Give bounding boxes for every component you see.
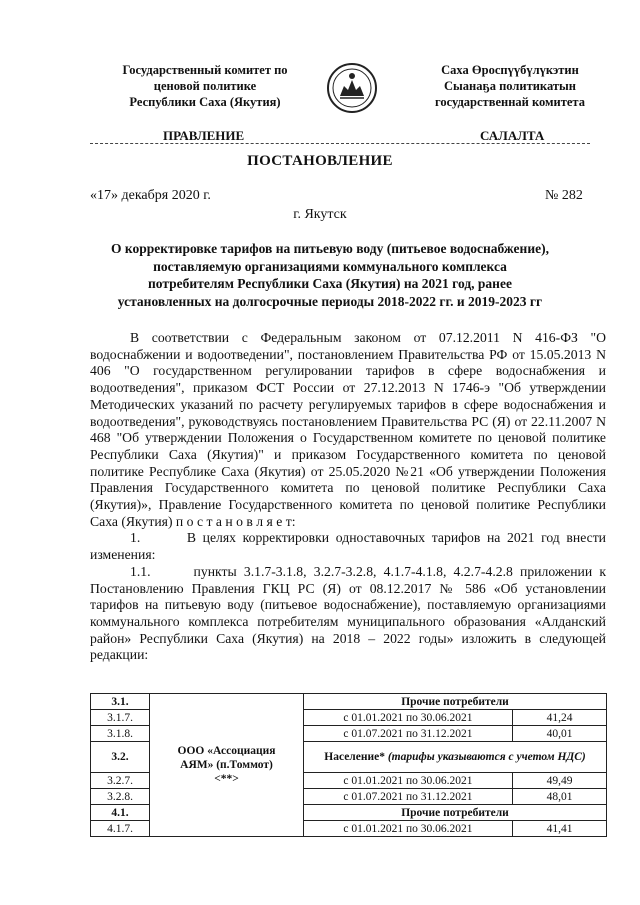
tariff-value: 41,41 <box>513 821 607 837</box>
committee-name-sakha-line: государственнай комитета <box>435 95 585 109</box>
tariff-value: 49,49 <box>513 773 607 789</box>
organization-cell <box>150 694 304 837</box>
row-code: 3.1.8. <box>91 726 150 742</box>
row-code: 4.1.7. <box>91 821 150 837</box>
subject-line: поставляемую организациями коммунального комплекса <box>153 258 507 274</box>
divider <box>90 143 590 144</box>
consumer-group-header <box>304 742 607 773</box>
period-cell: с 01.01.2021 по 30.06.2021 <box>304 710 513 726</box>
org-line: <**> <box>214 773 239 785</box>
org-line: ООО «Ассоциация <box>177 745 276 757</box>
row-code: 3.2. <box>91 742 150 773</box>
item-1-1-paragraph: 1.1. пункты 3.1.7-3.1.8, 3.2.7-3.2.8, 4.1.7-4.1.8, 4.2.7-4.2.8 приложении к Постановлению Правления ГКЦ РС (Я) от 08.12.2017 № 586 «Об установлении тарифов на питьевую воду (питьевое водоснабжение), поставляемую организациями коммунального комплекса потребителям муниципального образования «Алданский район» Республики Саха (Якутия) на 2018 – 2022 годы» изложить в следующей редакции: <box>90 563 606 663</box>
dept-label-ru: ПРАВЛЕНИЕ <box>163 128 245 143</box>
period-cell: с 01.07.2021 по 31.12.2021 <box>304 726 513 742</box>
document-type: ПОСТАНОВЛЕНИЕ <box>247 153 393 169</box>
period-cell: с 01.01.2021 по 30.06.2021 <box>304 821 513 837</box>
tariff-value: 41,24 <box>513 710 607 726</box>
subject-line: установленных на долгосрочные периоды 2018-2022 гг. и 2019-2023 гг <box>117 293 543 309</box>
table-row <box>91 694 607 710</box>
committee-name-sakha-line: Сыанаҕа политикатын <box>444 79 576 93</box>
period-cell: с 01.07.2021 по 31.12.2021 <box>304 789 513 805</box>
period-cell: с 01.01.2021 по 30.06.2021 <box>304 773 513 789</box>
org-line: АЯМ» (п.Томмот) <box>180 759 273 771</box>
committee-name-ru <box>95 62 315 110</box>
consumer-group-header: Прочие потребители <box>304 694 607 710</box>
document-date: «17» декабря 2020 г. <box>90 188 211 203</box>
tariff-table <box>90 693 607 837</box>
row-code: 3.2.7. <box>91 773 150 789</box>
consumer-group-header: Прочие потребители <box>304 805 607 821</box>
row-code: 3.2.8. <box>91 789 150 805</box>
dept-label-sakha: САЛАЛТА <box>480 128 545 143</box>
document-number: № 282 <box>545 188 583 203</box>
subject-line: потребителям Республики Саха (Якутия) на 2021 год, ранее <box>148 276 512 291</box>
document-city: г. Якутск <box>293 207 347 222</box>
committee-name-ru-line: Государственный комитет по <box>122 63 288 77</box>
group-note: (тарифы указываются с учетом НДС) <box>387 751 586 763</box>
tariff-value: 40,01 <box>513 726 607 742</box>
committee-name-ru-line: ценовой политике <box>153 79 257 93</box>
subject-line: О корректировке тарифов на питьевую воду (питьевое водоснабжение), <box>111 241 549 256</box>
committee-name-sakha <box>410 62 610 110</box>
row-code: 3.1. <box>91 694 150 710</box>
tariff-value: 48,01 <box>513 789 607 805</box>
item-1-paragraph: 1. В целях корректировки одноставочных тарифов на 2021 год внести изменения: <box>90 530 606 563</box>
document-body <box>90 330 606 664</box>
preamble-paragraph: В соответствии с Федеральным законом от 07.12.2011 N 416-ФЗ "О водоснабжении и водоотведении", постановлением Правительства РФ от 15.05.2013 N 406 "О государственном регулировании тарифов в сфере водоснабжения и водоотведения", приказом ФСТ России от 27.12.2013 N 1746-э "Об утверждении Методических указаний по расчету регулируемых тарифов в сфере водоснабжения и водоотведения", руководствуясь постановлением Правительства РС (Я) от 22.11.2007 N 468 "Об утверждении Положения о Государственном комитете по ценовой политике Республики Саха (Якутия)" и приказом Государственного комитета по ценовой политике Республике Саха (Якутия) от 25.05.2020 №21 «Об утверждении Положения Правления Государственного комитета по ценовой политике Республики Саха (Якутия)», Правление Государственного комитета по ценовой политике Республики Саха (Якутия) п о с т а н о в л я е т: <box>90 330 606 529</box>
committee-name-ru-line: Республики Саха (Якутия) <box>129 95 281 109</box>
document-subject <box>70 240 590 310</box>
group-name: Население* <box>324 751 388 763</box>
row-code: 3.1.7. <box>91 710 150 726</box>
emblem-icon <box>326 62 378 114</box>
committee-name-sakha-line: Саха Өроспүүбүлүкэтин <box>441 63 579 77</box>
row-code: 4.1. <box>91 805 150 821</box>
